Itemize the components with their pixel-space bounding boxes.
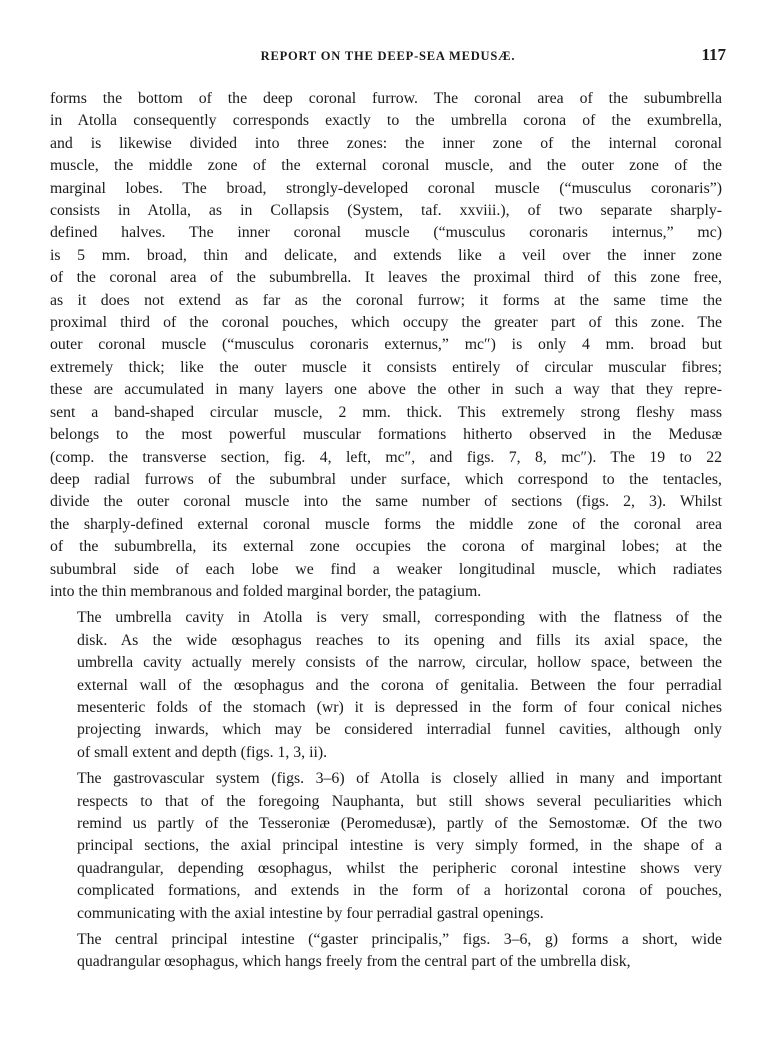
text-line: marginal lobes. The broad, strongly-developed coronal muscle (“musculus coronaris”) [50, 179, 722, 197]
text-line: complicated formations, and extends in the form of a horizontal corona of pouches, [77, 882, 722, 900]
text-line: umbrella cavity actually merely consists of the narrow, circular, hollow space, between the [77, 654, 722, 672]
text-line: of the coronal area of the subumbrella. It leaves the proximal third of this zone free, [50, 269, 722, 287]
text-line: (comp. the transverse section, fig. 4, left, mc″, and figs. 7, 8, mc″). The 19 to 22 [50, 448, 722, 466]
text-line: quadrangular, depending œsophagus, whilst the peripheric coronal intestine shows very [77, 859, 722, 877]
text-line: proximal third of the coronal pouches, which occupy the greater part of this zone. The [50, 314, 722, 332]
text-line: subumbral side of each lobe we find a weaker longitudinal muscle, which radiates [50, 560, 722, 578]
text-line: into the thin membranous and folded marginal border, the patagium. [50, 582, 482, 600]
page-header [50, 44, 726, 70]
running-title: REPORT ON THE DEEP-SEA MEDUSÆ. [260, 49, 516, 63]
text-line: communicating with the axial intestine by four perradial gastral openings. [77, 904, 544, 922]
text-line: external wall of the œsophagus and the corona of genitalia. Between the four perradial [77, 676, 722, 694]
text-line: belongs to the most powerful muscular formations hitherto observed in the Medusæ [50, 426, 722, 444]
text-line: disk. As the wide œsophagus reaches to its opening and fills its axial space, the [77, 631, 722, 649]
text-line: quadrangular œsophagus, which hangs freely from the central part of the umbrella disk, [77, 953, 631, 971]
text-line: mesenteric folds of the stomach (wr) it is depressed in the form of four conical niches [77, 698, 722, 716]
text-line: remind us partly of the Tesseroniæ (Peromedusæ), partly of the Semostomæ. Of the two [77, 815, 722, 832]
text-line: divide the outer coronal muscle into the same number of sections (figs. 2, 3). Whilst [50, 493, 722, 511]
text-line: The umbrella cavity in Atolla is very small, corresponding with the flatness of the [77, 609, 722, 627]
text-line: principal sections, the axial principal intestine is very simply formed, in the shape of a [77, 837, 722, 855]
text-line: extremely thick; like the outer muscle it consists entirely of circular muscular fibres; [50, 358, 722, 376]
text-line: deep radial furrows of the subumbral under surface, which correspond to the tentacles, [50, 470, 722, 488]
text-line: The central principal intestine (“gaster principalis,” figs. 3–6, g) forms a short, wide [77, 931, 722, 949]
text-line: of the subumbrella, its external zone occupies the corona of marginal lobes; at the [50, 538, 722, 556]
text-line: forms the bottom of the deep coronal furrow. The coronal area of the subumbrella [50, 90, 722, 107]
text-line: consists in Atolla, as in Collapsis (System, taf. xxviii.), of two separate sharply- [50, 202, 722, 220]
text-line: outer coronal muscle (“musculus coronaris externus,” mc″) is only 4 mm. broad but [50, 336, 722, 354]
text-line: these are accumulated in many layers one above the other in such a way that they repre- [50, 381, 722, 399]
paragraph [50, 607, 722, 764]
text-line: projecting inwards, which may be considered interradial funnel cavities, although only [77, 721, 722, 739]
text-line: sent a band-shaped circular muscle, 2 mm. thick. This extremely strong fleshy mass [50, 403, 722, 421]
text-line: The gastrovascular system (figs. 3–6) of Atolla is closely allied in many and important [77, 770, 722, 788]
text-line: in Atolla consequently corresponds exactly to the umbrella corona of the exumbrella, [50, 112, 722, 130]
text-line: defined halves. The inner coronal muscle (“musculus coronaris internus,” mc) [50, 224, 722, 242]
page-number: 117 [701, 45, 726, 64]
paragraph [50, 88, 722, 603]
text-line: is 5 mm. broad, thin and delicate, and extends like a veil over the inner zone [50, 246, 722, 264]
body-text [50, 88, 722, 974]
text-line: of small extent and depth (figs. 1, 3, ii). [77, 743, 328, 761]
text-line: respects to that of the foregoing Nauphanta, but still shows several peculiarities which [77, 792, 722, 810]
text-line: the sharply-defined external coronal muscle forms the middle zone of the coronal area [50, 515, 722, 533]
text-line: as it does not extend as far as the coronal furrow; it forms at the same time the [50, 291, 722, 309]
text-line: and is likewise divided into three zones: the inner zone of the internal coronal [50, 134, 722, 152]
paragraph [50, 929, 722, 974]
text-line: muscle, the middle zone of the external coronal muscle, and the outer zone of the [50, 157, 722, 175]
paragraph [50, 768, 722, 925]
